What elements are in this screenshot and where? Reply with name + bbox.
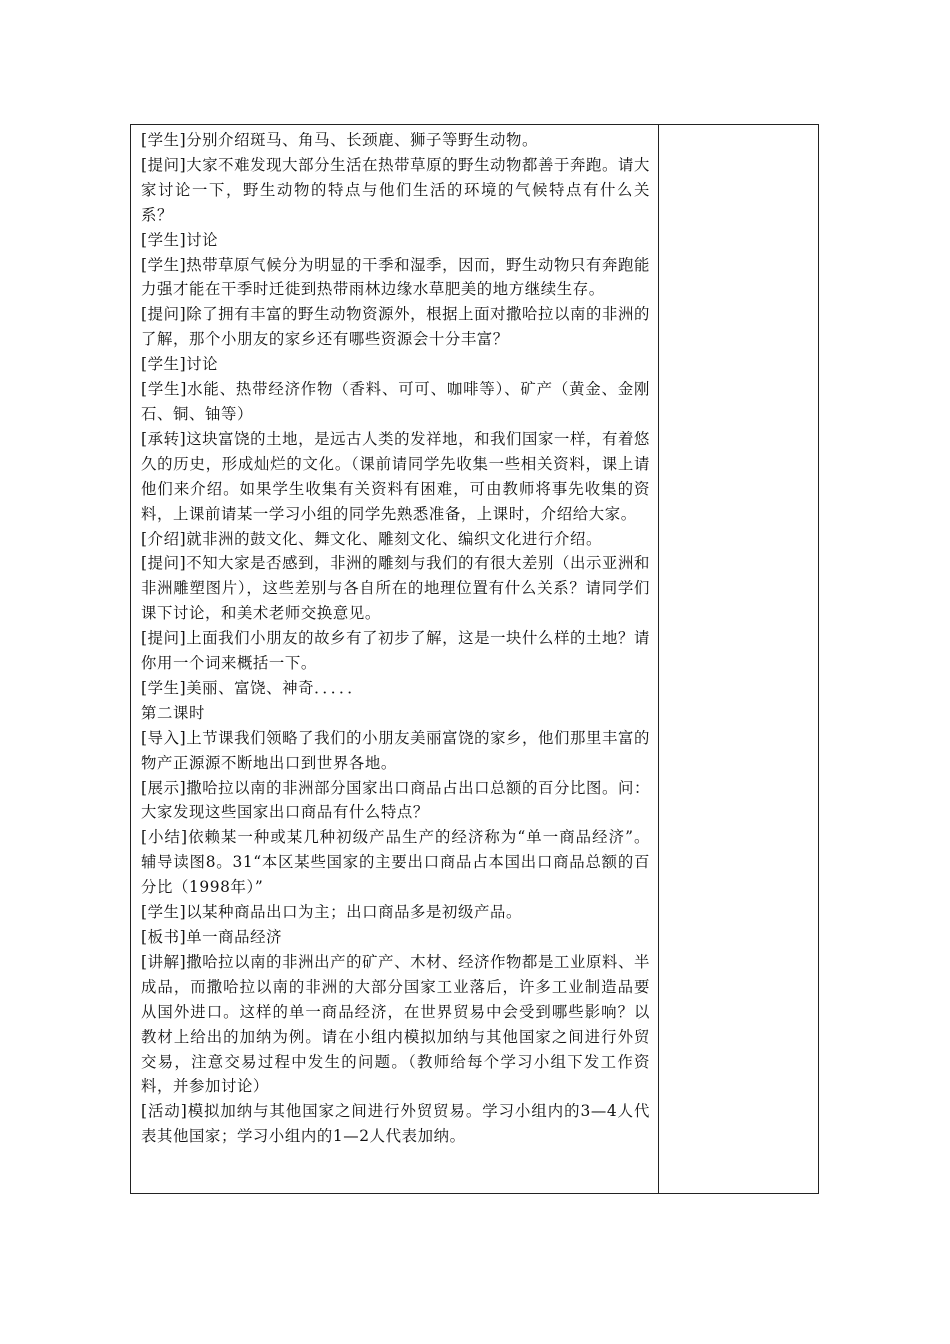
lesson-content-cell bbox=[131, 125, 659, 1193]
lesson-table bbox=[130, 124, 819, 1194]
paragraph-15: [展示]撒哈拉以南的非洲部分国家出口商品占出口总额的百分比图。问：大家发现这些国家出口商品有什么特点？ bbox=[141, 778, 650, 822]
paragraph-10: [提问]不知大家是否感到，非洲的雕刻与我们的有很大差别（出示亚洲和非洲雕塑图片），这些差别与各自所在的地理位置有什么关系？请同学们课下讨论，和美术老师交换意见。 bbox=[141, 554, 650, 623]
paragraph-2: [提问]大家不难发现大部分生活在热带草原的野生动物都善于奔跑。请大家讨论一下，野生动物的特点与他们生活的环境的气候特点有什么关系？ bbox=[141, 155, 650, 224]
paragraph-9: [介绍]就非洲的鼓文化、舞文化、雕刻文化、编织文化进行介绍。 bbox=[141, 529, 602, 548]
paragraph-3: [学生]讨论 bbox=[141, 230, 219, 249]
paragraph-14: [导入]上节课我们领略了我们的小朋友美丽富饶的家乡，他们那里丰富的物产正源源不断地出口到世界各地。 bbox=[141, 728, 650, 772]
paragraph-20: [活动]模拟加纳与其他国家之间进行外贸贸易。学习小组内的3—4人代表其他国家；学习小组内的1—2人代表加纳。 bbox=[141, 1102, 650, 1146]
paragraph-1: [学生]分别介绍斑马、角马、长颈鹿、狮子等野生动物。 bbox=[141, 131, 538, 149]
paragraph-18: [板书]单一商品经济 bbox=[141, 928, 283, 946]
paragraph-11: [提问]上面我们小朋友的故乡有了初步了解，这是一块什么样的土地？请你用一个词来概括一下。 bbox=[141, 629, 650, 673]
paragraph-6: [学生]讨论 bbox=[141, 355, 219, 374]
notes-cell bbox=[659, 125, 818, 1193]
paragraph-17: [学生]以某种商品出口为主；出口商品多是初级产品。 bbox=[141, 903, 522, 922]
paragraph-8: [承转]这块富饶的土地，是远古人类的发祥地，和我们国家一样，有着悠久的历史，形成灿烂的文化。（课前请同学先收集一些相关资料，课上请他们来介绍。如果学生收集有关资料有困难，可由教师将事先收集的资料，上课前请某一学习小组的同学先熟悉准备，上课时，介绍给大家。 bbox=[141, 429, 650, 523]
paragraph-12: [学生]美丽、富饶、神奇．．．．． bbox=[141, 678, 364, 697]
paragraph-5: [提问]除了拥有丰富的野生动物资源外，根据上面对撒哈拉以南的非洲的了解，那个小朋友的家乡还有哪些资源会十分丰富？ bbox=[141, 305, 650, 349]
section-heading: 第二课时 bbox=[141, 703, 205, 722]
paragraph-7: [学生]水能、热带经济作物（香料、可可、咖啡等）、矿产（黄金、金刚石、铜、铀等） bbox=[141, 380, 650, 423]
paragraph-4: [学生]热带草原气候分为明显的干季和湿季，因而，野生动物只有奔跑能力强才能在干季时迁徙到热带雨林边缘水草肥美的地方继续生存。 bbox=[141, 255, 650, 299]
paragraph-19: [讲解]撒哈拉以南的非洲出产的矿产、木材、经济作物都是工业原料、半成品，而撒哈拉以南的非洲的大部分国家工业落后，许多工业制造品要从国外进口。这样的单一商品经济，在世界贸易中会受到哪些影响？以教材上给出的加纳为例。请在小组内模拟加纳与其他国家之间进行外贸交易，注意交易过程中发生的问题。（教师给每个学习小组下发工作资料，并参加讨论） bbox=[141, 952, 650, 1096]
paragraph-16: [小结]依赖某一种或某几种初级产品生产的经济称为“单一商品经济”。辅导读图8。31“本区某些国家的主要出口商品占本国出口商品总额的百分比（1998年）” bbox=[141, 828, 650, 897]
